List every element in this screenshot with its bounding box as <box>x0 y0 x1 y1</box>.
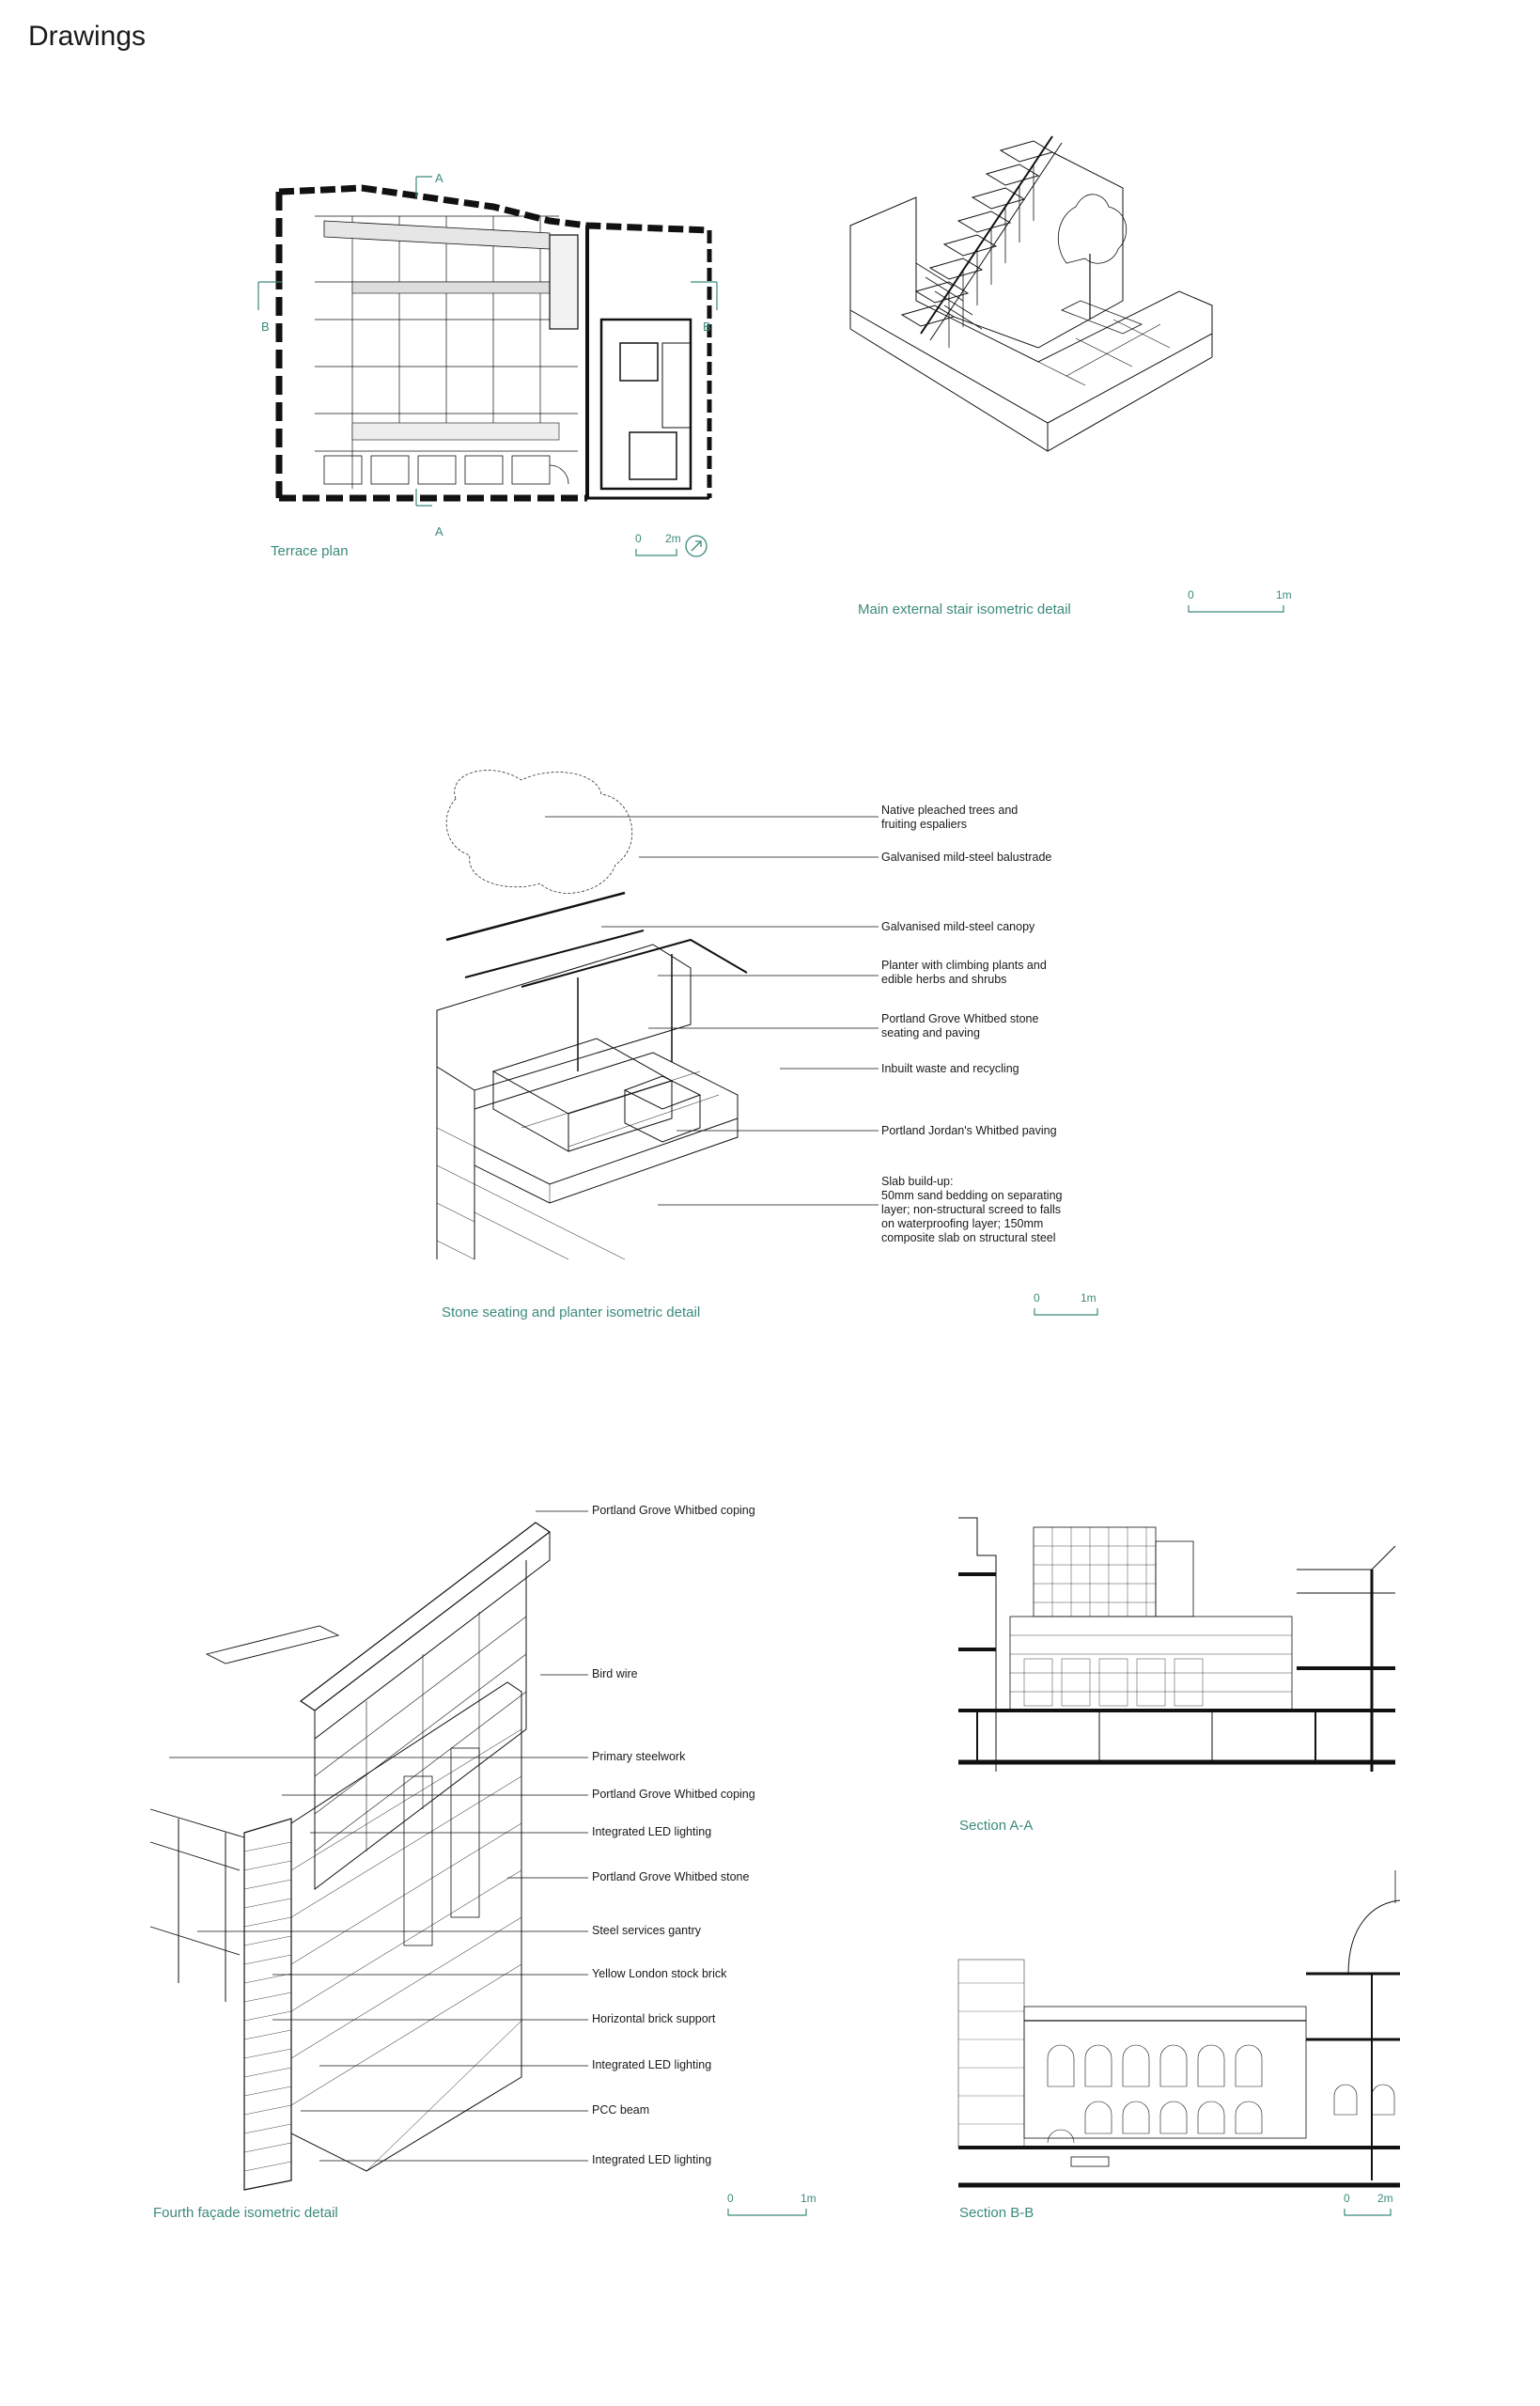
facade-note-9: Horizontal brick support <box>592 2012 716 2025</box>
facade-note-1: Portland Grove Whitbed coping <box>592 1504 755 1517</box>
terrace-plan-section-a-bottom: A <box>435 524 443 539</box>
scale-start-label: 0 <box>635 532 642 545</box>
planter-note-1: Native pleached trees and fruiting espaliers <box>881 804 1019 831</box>
terrace-plan-section-a-top: A <box>435 171 443 185</box>
scale-start-label: 0 <box>727 2192 734 2205</box>
planter-note-4: Planter with climbing plants and edible herbs and shrubs <box>881 959 1047 986</box>
section-aa-caption: Section A-A <box>959 1818 1034 1834</box>
facade-note-5: Integrated LED lighting <box>592 1825 712 1838</box>
scale-end-label: 2m <box>1377 2192 1393 2205</box>
planter-note-5: Portland Grove Whitbed stone seating and paving <box>881 1012 1039 1039</box>
facade-note-11: PCC beam <box>592 2103 650 2117</box>
facade-detail-scale-bar <box>727 2192 817 2220</box>
scale-end-label: 1m <box>1081 1291 1097 1305</box>
scale-end-label: 1m <box>801 2192 817 2205</box>
facade-note-3: Primary steelwork <box>592 1750 686 1763</box>
planter-note-7: Portland Jordan's Whitbed paving <box>881 1124 1057 1137</box>
stair-detail-caption: Main external stair isometric detail <box>858 602 1071 617</box>
facade-note-4: Portland Grove Whitbed coping <box>592 1788 755 1801</box>
scale-start-label: 0 <box>1034 1291 1040 1305</box>
planter-detail-caption: Stone seating and planter isometric detail <box>442 1305 701 1320</box>
planter-note-6: Inbuilt waste and recycling <box>881 1062 1019 1075</box>
terrace-plan-caption: Terrace plan <box>271 543 349 559</box>
facade-note-7: Steel services gantry <box>592 1924 702 1937</box>
facade-detail-caption: Fourth façade isometric detail <box>153 2205 338 2221</box>
facade-note-10: Integrated LED lighting <box>592 2058 712 2071</box>
section-bb-scale-bar <box>1344 2192 1400 2220</box>
section-bb-drawing <box>958 1833 1400 2190</box>
terrace-plan-section-b-left: B <box>261 320 270 334</box>
planter-note-2: Galvanised mild-steel balustrade <box>881 851 1052 864</box>
scale-end-label: 1m <box>1276 588 1292 602</box>
planter-note-3: Galvanised mild-steel canopy <box>881 920 1035 933</box>
facade-note-12: Integrated LED lighting <box>592 2153 712 2166</box>
section-bb-caption: Section B-B <box>959 2205 1034 2221</box>
scale-start-label: 0 <box>1188 588 1194 602</box>
facade-note-2: Bird wire <box>592 1667 638 1680</box>
facade-note-6: Portland Grove Whitbed stone <box>592 1870 750 1883</box>
planter-note-8: Slab build-up: 50mm sand bedding on separating layer; non-structural screed to falls on waterproofing layer; 150mm composite slab on structural steel <box>881 1175 1063 1244</box>
page-title: Drawings <box>28 21 147 52</box>
facade-note-8: Yellow London stock brick <box>592 1967 727 1980</box>
terrace-plan-section-b-right: B <box>703 320 711 334</box>
scale-start-label: 0 <box>1344 2192 1350 2205</box>
scale-end-label: 2m <box>665 532 681 545</box>
section-aa-drawing <box>958 1518 1395 1781</box>
